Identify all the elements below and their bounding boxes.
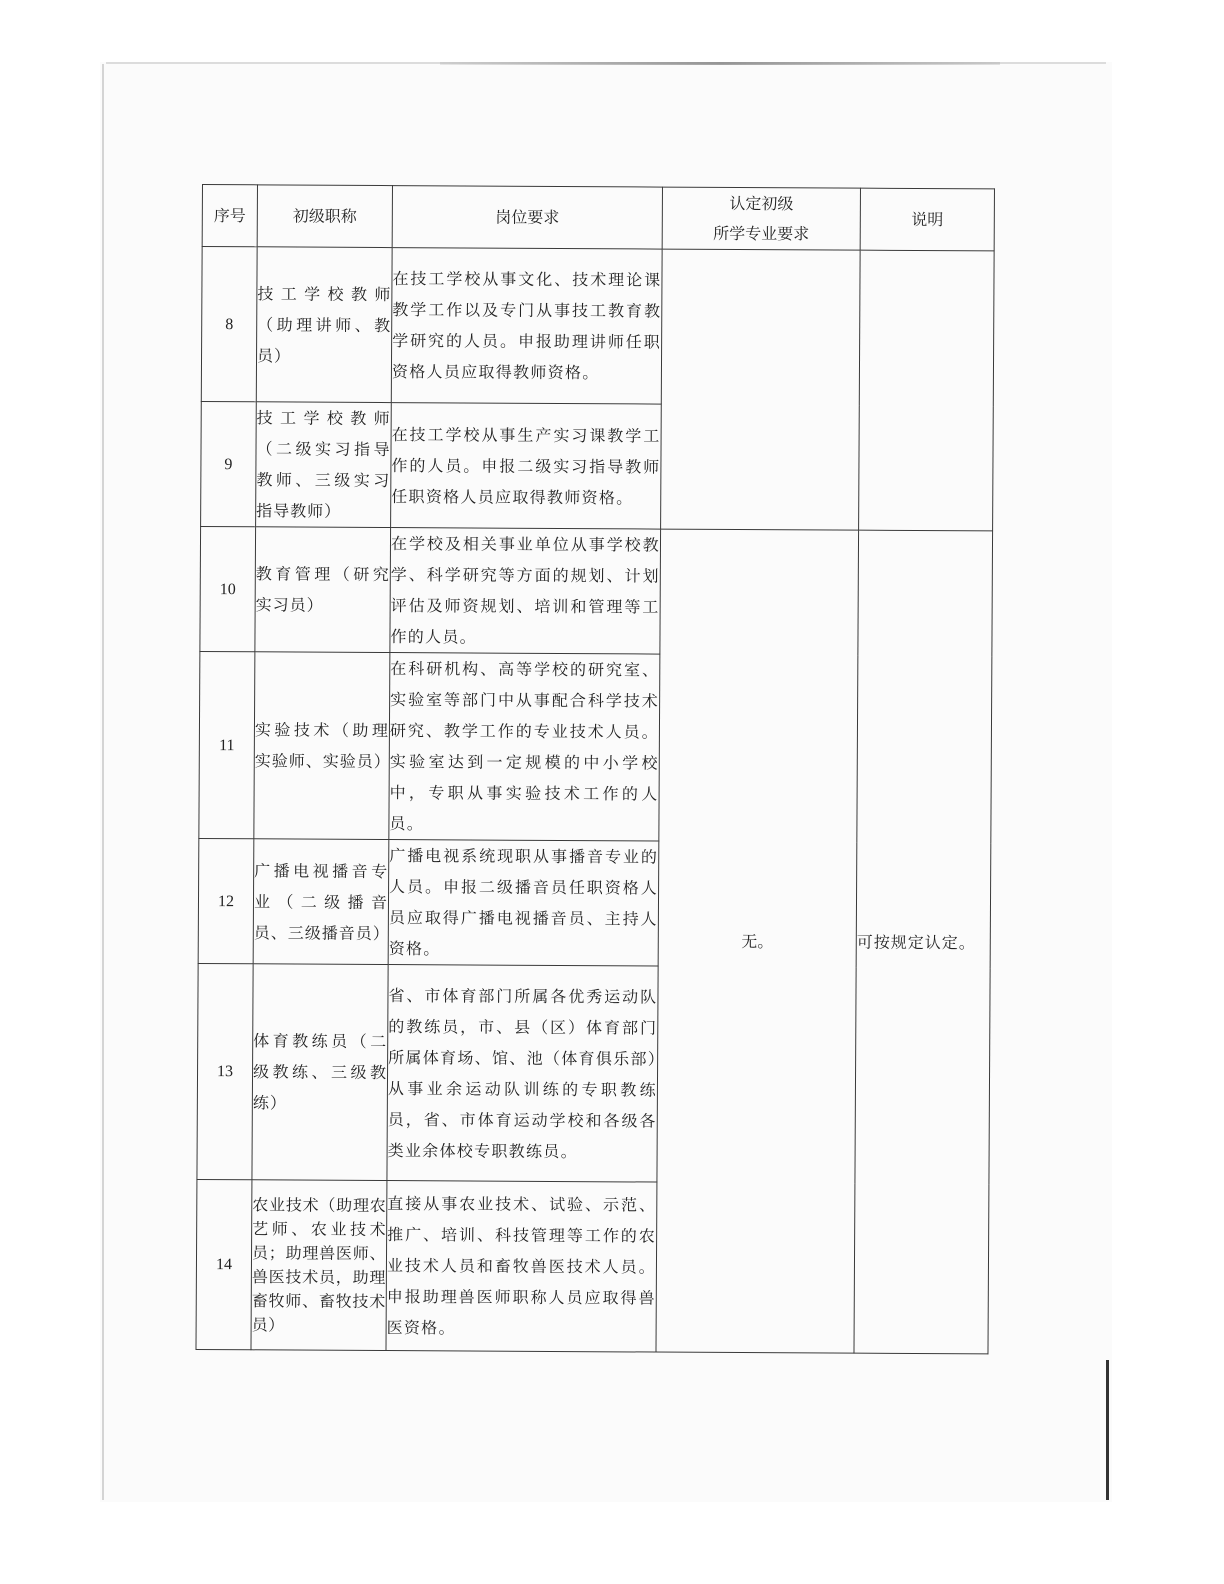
row-requirement: 在技工学校从事文化、技术理论课教学工作以及专门从事技工教育教学研究的人员。申报助理讲师任职资格人员应取得教师资格。 xyxy=(391,248,662,405)
row-title: 教育管理（研究实习员） xyxy=(255,527,391,653)
row-title: 体育教练员（二级教练、三级教练） xyxy=(252,964,388,1181)
scan-edge-right xyxy=(1106,1360,1109,1500)
row-title: 技工学校教师（助理讲师、教员） xyxy=(256,247,392,403)
table-row xyxy=(200,526,993,655)
row-seq: 14 xyxy=(196,1179,252,1349)
row-requirement: 广播电视系统现职从事播音专业的人员。申报二级播音员任职资格人员应取得广播电视播音员、主持人资格。 xyxy=(388,840,659,967)
row-title: 实验技术（助理实验师、实验员） xyxy=(254,652,390,840)
note-cell: 可按规定认定。 xyxy=(854,530,993,1354)
header-seq: 序号 xyxy=(202,185,257,247)
header-major-line2: 所学专业要求 xyxy=(713,223,810,243)
row-seq: 13 xyxy=(197,963,253,1179)
scan-shadow-top xyxy=(440,62,1000,65)
row-title: 广播电视播音专业（二级播音员、三级播音员） xyxy=(253,839,389,965)
row-requirement: 在学校及相关事业单位从事学校教学、科学研究等方面的规划、计划评估及师资规划、培训和管理等工作的人员。 xyxy=(390,528,661,655)
row-requirement: 在技工学校从事生产实习课教学工作的人员。申报二级实习指导教师任职资格人员应取得教师资格。 xyxy=(391,403,662,530)
header-requirement: 岗位要求 xyxy=(392,186,662,250)
row-seq: 9 xyxy=(201,401,257,526)
row-seq: 11 xyxy=(199,651,255,838)
qualification-table xyxy=(195,184,994,1354)
table-row xyxy=(201,247,994,406)
row-requirement: 省、市体育部门所属各优秀运动队的教练员，市、县（区）体育部门所属体育场、馆、池（体育俱乐部）从事业余运动队训练的专职教练员，省、市体育运动学校和各级各类业余体校专职教练员。 xyxy=(387,965,658,1183)
header-major xyxy=(662,187,860,250)
scan-edge-left xyxy=(102,64,104,1500)
row-seq: 8 xyxy=(201,247,257,402)
header-note: 说明 xyxy=(860,188,994,251)
row-title: 技工学校教师（二级实习指导教师、三级实习指导教师） xyxy=(256,402,392,528)
row-requirement: 在科研机构、高等学校的研究室、实验室等部门中从事配合科学技术研究、教学工作的专业技术人员。实验室达到一定规模的中小学校中，专职从事实验技术工作的人员。 xyxy=(389,653,660,842)
header-title: 初级职称 xyxy=(257,185,392,248)
major-requirement-cell: 无。 xyxy=(656,529,859,1353)
row-seq: 10 xyxy=(200,526,256,651)
note-cell-8-9 xyxy=(859,250,995,531)
row-requirement: 直接从事农业技术、试验、示范、推广、培训、科技管理等工作的农业技术人员和畜牧兽医技术人员。申报助理兽医师职称人员应取得兽医资格。 xyxy=(386,1181,657,1353)
major-cell-8-9 xyxy=(661,249,861,530)
row-title: 农业技术（助理农艺师、农业技术员；助理兽医师、兽医技术员，助理畜牧师、畜牧技术员） xyxy=(251,1180,387,1351)
row-seq: 12 xyxy=(198,838,254,963)
table-header-row xyxy=(202,185,994,251)
header-major-line1: 认定初级 xyxy=(729,193,794,213)
